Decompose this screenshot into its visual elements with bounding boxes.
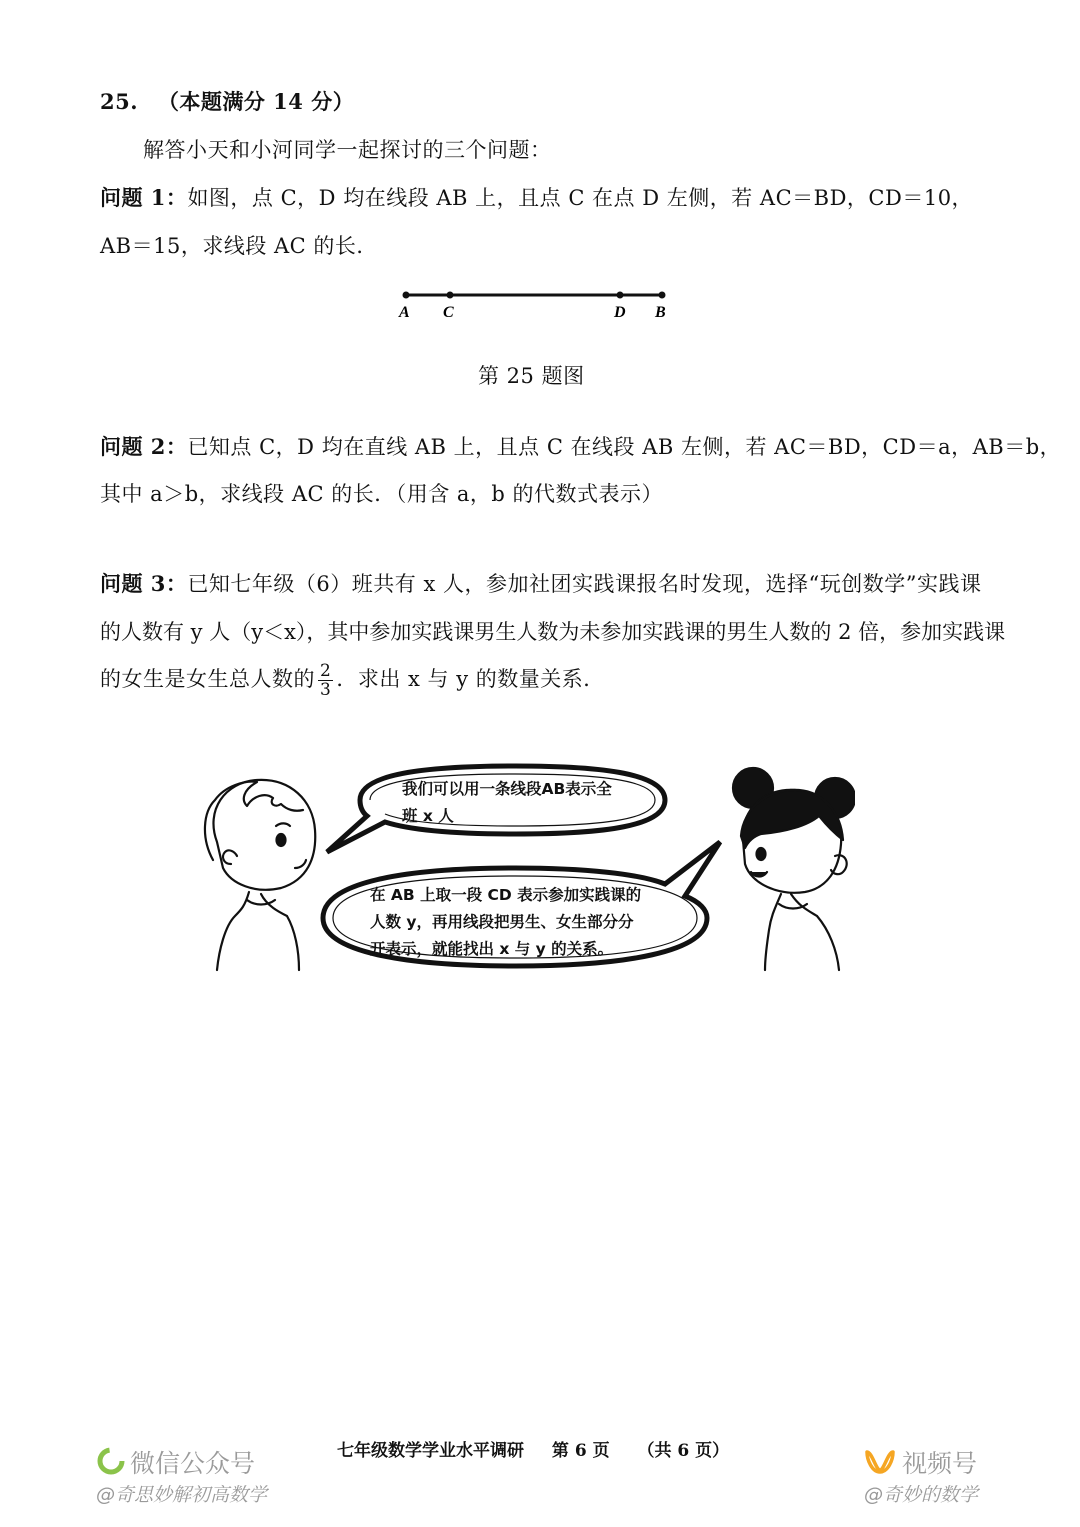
point-c-dot: [447, 292, 454, 299]
watermark-right-handle: @奇妙的数学: [864, 1484, 979, 1506]
problem3-line1: [100, 568, 981, 598]
watermark-left-brand: 微信公众号: [130, 1449, 256, 1478]
watermark-right-brand: 视频号: [902, 1449, 978, 1478]
problem1-text1: 如图，点 C，D 均在线段 AB 上，且点 C 在点 D 左侧，若 AC＝BD，CD＝10，: [187, 186, 974, 210]
wechat-logo-icon: [96, 1446, 126, 1476]
problem1-label: 问题 1：: [100, 185, 188, 210]
point-a-dot: [403, 292, 410, 299]
girl-figure: [733, 768, 855, 970]
bubble-bottom-line3: 开表示，就能找出 x 与 y 的关系。: [370, 940, 614, 958]
problem3-label: 问题 3：: [100, 571, 188, 596]
problem3-line3: [100, 662, 605, 699]
point-b-label: B: [655, 304, 666, 321]
problem2-line2: 其中 a＞b，求线段 AC 的长．（用含 a，b 的代数式表示）: [100, 482, 664, 506]
question-intro: 解答小天和小河同学一起探讨的三个问题：: [143, 138, 552, 162]
point-c-label: C: [443, 304, 454, 321]
problem1-line1: [100, 182, 973, 212]
bubble-top-line1: 我们可以用一条线段AB表示全: [402, 780, 612, 798]
segment-figure: [390, 284, 680, 324]
points-note: （本题满分 14 分）: [157, 89, 355, 114]
problem3-text3b: ．求出 x 与 y 的数量关系．: [336, 667, 605, 691]
watermark-right: [864, 1444, 994, 1514]
bubble-top-text: [402, 776, 612, 830]
boy-figure: [205, 780, 315, 970]
fraction-denominator: 3: [320, 680, 332, 700]
point-b-dot: [659, 292, 666, 299]
point-a-label: A: [399, 304, 410, 321]
fraction-two-thirds: [318, 662, 333, 699]
bubble-bottom-text: [370, 882, 641, 963]
problem3-line2: 的人数有 y 人（y＜x），其中参加实践课男生人数为未参加实践课的男生人数的 2 倍，参加实践课: [100, 620, 1006, 644]
problem3-text3a: 的女生是女生总人数的: [100, 667, 315, 691]
page-footer: [337, 1436, 729, 1461]
problem2-line1: [100, 431, 1061, 461]
watermark-left-handle: @奇思妙解初高数学: [96, 1484, 268, 1506]
footer-exam-title: 七年级数学学业水平调研: [337, 1441, 524, 1461]
point-d-label: D: [614, 304, 626, 321]
bubble-top-line2: 班 x 人: [402, 807, 454, 825]
footer-total-pages: （共 6 页）: [637, 1441, 730, 1461]
question-number: 25.: [100, 89, 139, 114]
problem2-text1: 已知点 C，D 均在直线 AB 上，且点 C 在线段 AB 左侧，若 AC＝BD，CD＝a，AB＝b，: [187, 435, 1062, 459]
question-header: [100, 86, 354, 116]
fraction-numerator: 2: [320, 661, 332, 681]
figure-caption: 第 25 题图: [478, 364, 585, 388]
point-d-dot: [617, 292, 624, 299]
problem3-text1: 已知七年级（6）班共有 x 人，参加社团实践课报名时发现，选择“玩创数学”实践课: [187, 572, 982, 596]
bubble-bottom-line1: 在 AB 上取一段 CD 表示参加实践课的: [370, 886, 642, 904]
problem1-line2: AB＝15，求线段 AC 的长．: [100, 234, 378, 258]
bubble-bottom-line2: 人数 y，再用线段把男生、女生部分分: [370, 913, 634, 931]
channels-logo-icon: [864, 1446, 896, 1476]
footer-page-number: 第 6 页: [551, 1441, 610, 1461]
problem2-label: 问题 2：: [100, 434, 188, 459]
